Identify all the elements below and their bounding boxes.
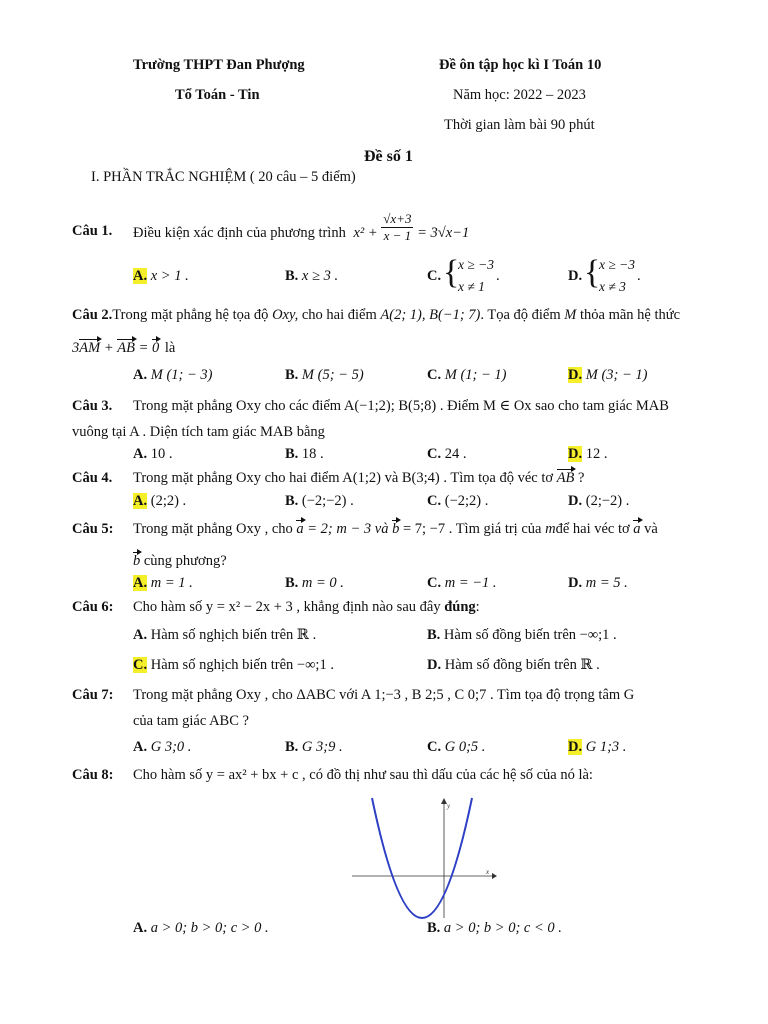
option-d[interactable]: D. G 1;3 . — [568, 739, 627, 755]
system-brace: { — [443, 254, 460, 291]
option-b[interactable]: B. (−2;−2) . — [285, 493, 354, 509]
option-c[interactable]: C. G 0;5 . — [427, 739, 486, 755]
option-c[interactable]: C. 24 . — [427, 446, 467, 462]
exam-title: Đề ôn tập học kì I Toán 10 — [439, 57, 602, 73]
option-d[interactable]: D. M (3; − 1) — [568, 367, 648, 383]
option-d[interactable]: D. m = 5 . — [568, 575, 628, 591]
option-d[interactable]: D. (2;−2) . — [568, 493, 630, 509]
option-a[interactable]: A. a > 0; b > 0; c > 0 . — [133, 920, 269, 936]
question-label: Câu 3. — [72, 398, 113, 414]
y-axis-label: y — [447, 802, 451, 810]
option-c[interactable]: C. — [427, 268, 442, 284]
option-b[interactable]: B. M (5; − 5) — [285, 367, 364, 383]
question-stem: Câu 2.Trong mặt phẳng hệ tọa độ Oxy, cho hai điểm A(2; 1), B(−1; 7). Tọa độ điểm M thỏa mãn hệ thức — [72, 307, 681, 323]
system-brace: { — [584, 254, 601, 291]
option-a[interactable]: A. (2;2) . — [133, 493, 187, 509]
parabola-curve — [372, 798, 472, 918]
question-stem: Điều kiện xác định của phương trình x² + $\frac{√x+3}{x - 1}$ = 3√x−1 — [133, 211, 470, 243]
option-c[interactable]: C. M (1; − 1) — [427, 367, 507, 383]
department-name: Tổ Toán - Tin — [175, 87, 260, 103]
question-label: Câu 1. — [72, 223, 113, 239]
option-a[interactable]: A. M (1; − 3) — [133, 367, 213, 383]
question-stem: Cho hàm số y = x² − 2x + 3 , khẳng định nào sau đây đúng: — [133, 599, 480, 615]
question-label: Câu 6: — [72, 599, 114, 615]
school-year: Năm học: 2022 – 2023 — [453, 87, 586, 103]
option-b[interactable]: B. 18 . — [285, 446, 324, 462]
equation-lhs: x² + — [353, 224, 378, 241]
equation-fraction: $\frac{√x+3}{x - 1}$ — [383, 211, 412, 243]
question-stem-cont: vuông tại A . Diện tích tam giác MAB bằng — [72, 424, 325, 440]
option-b[interactable]: B. a > 0; b > 0; c < 0 . — [427, 920, 562, 936]
option-c[interactable]: C. m = −1 . — [427, 575, 497, 591]
vector-relation: 3AM + AB = 0 là — [72, 340, 176, 356]
exam-duration: Thời gian làm bài 90 phút — [444, 117, 595, 133]
question-label: Câu 7: — [72, 687, 114, 703]
option-c-system: x ≥ −3 x ≠ 1 — [458, 257, 495, 294]
question-label: Câu 2. — [72, 307, 113, 323]
question-stem: Cho hàm số y = ax² + bx + c , có đồ thị như sau thì dấu của các hệ số của nó là: — [133, 767, 593, 783]
option-d[interactable]: D. 12 . — [568, 446, 608, 462]
x-axis-arrow — [492, 873, 497, 879]
school-name: Trường THPT Đan Phượng — [133, 57, 305, 73]
option-b[interactable]: B. Hàm số đồng biến trên −∞;1 . — [427, 627, 617, 643]
option-d[interactable]: D. Hàm số đồng biến trên ℝ . — [427, 657, 600, 673]
option-c[interactable]: C. Hàm số nghịch biến trên −∞;1 . — [133, 657, 334, 673]
question-stem: Trong mặt phẳng Oxy cho hai điểm A(1;2) và B(3;4) . Tìm tọa độ véc tơ AB ? — [133, 470, 585, 486]
option-b[interactable]: B. G 3;9 . — [285, 739, 343, 755]
option-a[interactable]: A. x > 1 . — [133, 268, 189, 284]
option-a[interactable]: A. Hàm số nghịch biến trên ℝ . — [133, 627, 317, 643]
x-axis-label: x — [486, 868, 490, 876]
option-c[interactable]: C. (−2;2) . — [427, 493, 489, 509]
parabola-graph — [348, 792, 498, 922]
option-a[interactable]: A. G 3;0 . — [133, 739, 192, 755]
question-stem: Trong mặt phẳng Oxy , cho a = 2; m − 3 và b = 7; −7 . Tìm giá trị của mđể hai véc tơ a và — [133, 521, 658, 537]
option-b[interactable]: B. x ≥ 3 . — [285, 268, 339, 284]
equation-rhs: = 3√x−1 — [417, 224, 470, 241]
option-a[interactable]: A. 10 . — [133, 446, 173, 462]
question-stem-cont: của tam giác ABC ? — [133, 713, 249, 729]
exam-number: Đề số 1 — [364, 148, 413, 165]
question-label: Câu 5: — [72, 521, 114, 537]
option-d[interactable]: D. — [568, 268, 583, 284]
option-b[interactable]: B. m = 0 . — [285, 575, 344, 591]
question-stem: Trong mặt phẳng Oxy cho các điểm A(−1;2); B(5;8) . Điểm M ∈ Ox sao cho tam giác MAB — [133, 398, 669, 414]
question-label: Câu 4. — [72, 470, 113, 486]
question-stem-cont: b cùng phương? — [133, 553, 227, 569]
question-stem: Trong mặt phẳng Oxy , cho ΔABC với A 1;−3 , B 2;5 , C 0;7 . Tìm tọa độ trọng tâm G — [133, 687, 635, 703]
option-a[interactable]: A. m = 1 . — [133, 575, 193, 591]
section-title: I. PHẦN TRẮC NGHIỆM ( 20 câu – 5 điểm) — [91, 169, 356, 185]
question-label: Câu 8: — [72, 767, 114, 783]
option-d-system: x ≥ −3 x ≠ 3 — [599, 257, 636, 294]
